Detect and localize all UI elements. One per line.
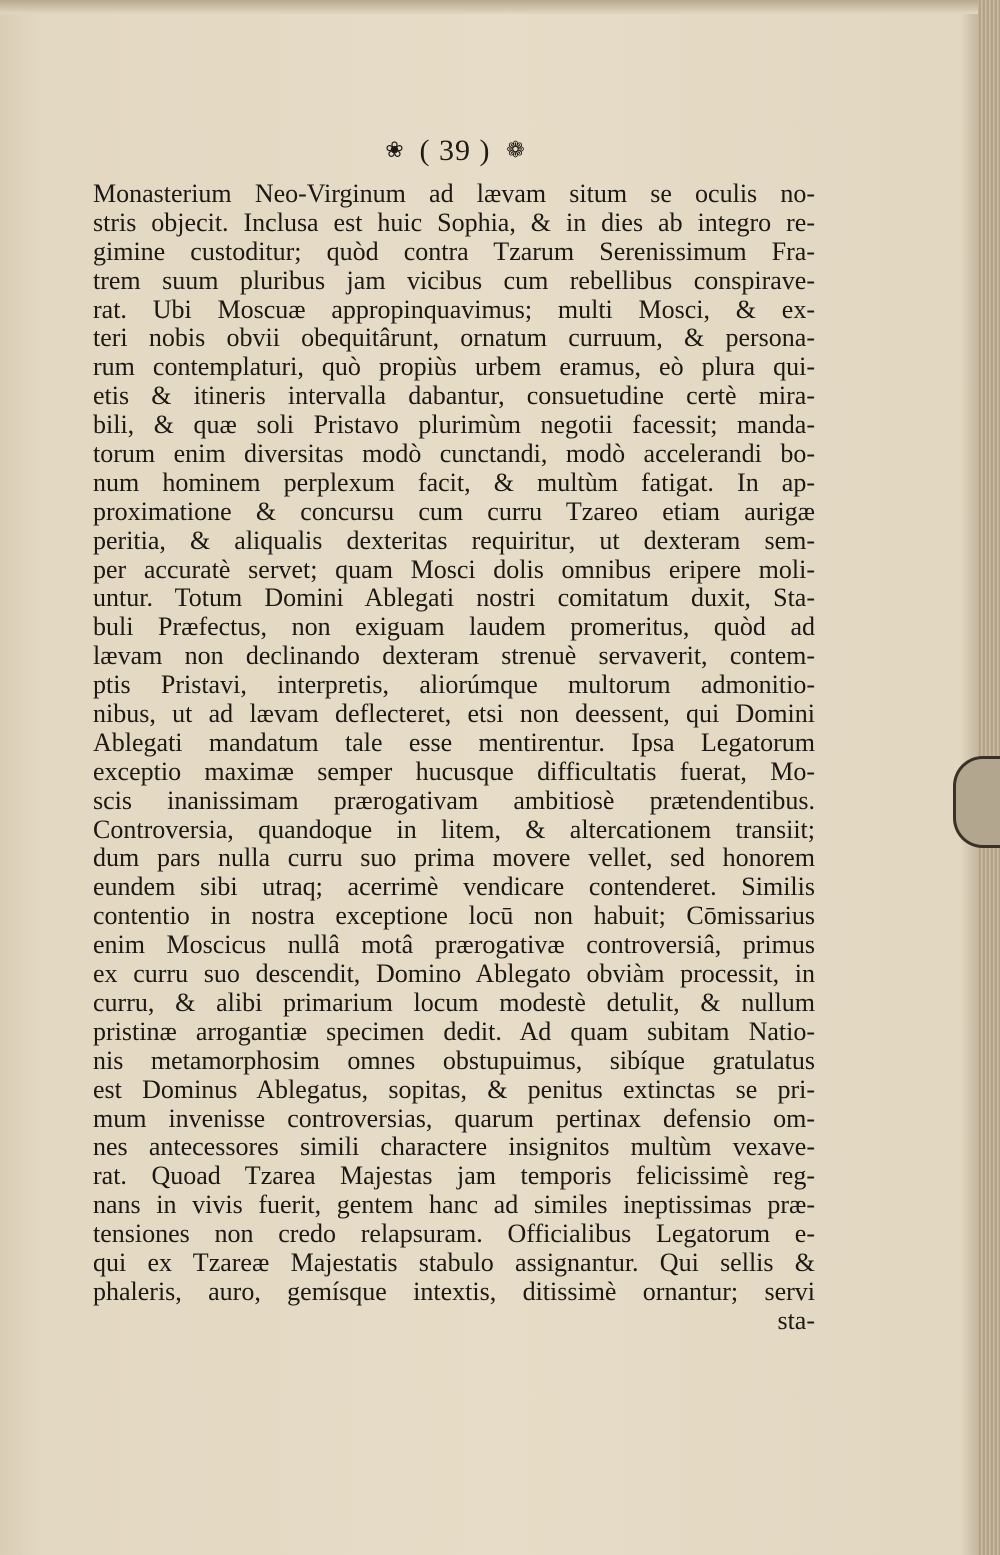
text-line: num hominem perplexum facit, & multùm fatigat. In ap-	[93, 467, 815, 497]
text-line: proximatione & concursu cum curru Tzareo etiam aurigæ	[93, 496, 815, 526]
text-line: etis & itineris intervalla dabantur, consuetudine certè mira-	[93, 381, 815, 411]
text-line: mum invenisse controversias, quarum pertinax defensio om-	[93, 1103, 815, 1133]
text-line: torum enim diversitas modò cunctandi, modò accelerandi bo-	[93, 439, 815, 469]
text-line: per accuratè servet; quam Mosci dolis omnibus eripere moli-	[93, 554, 815, 584]
text-line: rum contemplaturi, quò propiùs urbem eramus, eò plura qui-	[93, 352, 815, 382]
text-line: est Dominus Ablegatus, sopitas, & penitus extinctas se pri-	[93, 1074, 815, 1104]
text-line: rat. Quoad Tzarea Majestas jam temporis felicissimè reg-	[93, 1161, 815, 1191]
text-line: buli Præfectus, non exiguam laudem promeritus, quòd ad	[93, 612, 815, 642]
text-line: scis inanissimam prærogativam ambitiosè prætendentibus.	[93, 785, 815, 815]
text-line: ex curru suo descendit, Domino Ablegato obviàm processit, in	[93, 959, 815, 989]
body-text	[93, 180, 815, 1336]
text-line: rat. Ubi Moscuæ appropinquavimus; multi Mosci, & ex-	[93, 294, 815, 324]
text-line: ptis Pristavi, interpretis, aliorúmque multorum admonitio-	[93, 670, 815, 700]
text-line: peritia, & aliqualis dexteritas requiritur, ut dexteram sem-	[93, 525, 815, 555]
text-line: trem suum pluribus jam vicibus cum rebellibus conspirave-	[93, 265, 815, 295]
text-line: eundem sibi utraq; acerrimè vendicare contenderet. Similis	[93, 872, 815, 902]
text-line: phaleris, auro, gemísque intextis, ditissimè ornantur; servi	[93, 1276, 815, 1306]
text-line: stris objecit. Inclusa est huic Sophia, & in dies ab integro re-	[93, 207, 815, 237]
text-line: nis metamorphosim omnes obstupuimus, sibíque gratulatus	[93, 1045, 815, 1075]
text-line: nans in vivis fuerit, gentem hanc ad similes ineptissimas præ-	[93, 1190, 815, 1220]
text-line: Monasterium Neo-Virginum ad lævam situm se oculis no-	[93, 179, 815, 208]
text-line: bili, & quæ soli Pristavo plurimùm negotii facessit; manda-	[93, 410, 815, 440]
text-line: dum pars nulla curru suo prima movere vellet, sed honorem	[93, 843, 815, 873]
text-line: nibus, ut ad lævam deflecteret, etsi non deessent, qui Domini	[93, 699, 815, 729]
text-line: curru, & alibi primarium locum modestè detulit, & nullum	[93, 987, 815, 1017]
text-line: enim Moscicus nullâ motâ prærogativæ controversiâ, primus	[93, 930, 815, 960]
text-line: pristinæ arrogantiæ specimen dedit. Ad quam subitam Natio-	[93, 1016, 815, 1046]
text-line: Controversia, quandoque in litem, & altercationem transiit;	[93, 814, 815, 844]
page-number: ( 39 )	[419, 134, 491, 167]
left-ornament-icon: ❀	[385, 138, 404, 163]
book-clasp	[953, 756, 1000, 848]
text-line: teri nobis obvii obequitârunt, ornatum curruum, & persona-	[93, 323, 815, 353]
catchword: sta-	[777, 1305, 815, 1335]
text-line: lævam non declinando dexteram strenuè servaverit, contem-	[93, 641, 815, 671]
text-line: untur. Totum Domini Ablegati nostri comitatum duxit, Sta-	[93, 583, 815, 613]
text-line: tensiones non credo relapsuram. Officialibus Legatorum e-	[93, 1219, 815, 1249]
text-line: exceptio maximæ semper hucusque difficultatis fuerat, Mo-	[93, 756, 815, 786]
text-line: contentio in nostra exceptione locū non habuit; Cōmissarius	[93, 901, 815, 931]
text-line: Ablegati mandatum tale esse mentirentur. Ipsa Legatorum	[93, 727, 815, 757]
text-line: gimine custoditur; quòd contra Tzarum Serenissimum Fra-	[93, 236, 815, 266]
right-ornament-icon: ❁	[506, 138, 525, 163]
page-header	[360, 128, 550, 174]
page-top-edge	[0, 0, 1000, 14]
text-line: nes antecessores simili charactere insignitos multùm vexave-	[93, 1132, 815, 1162]
text-line: qui ex Tzareæ Majestatis stabulo assignantur. Qui sellis &	[93, 1247, 815, 1277]
